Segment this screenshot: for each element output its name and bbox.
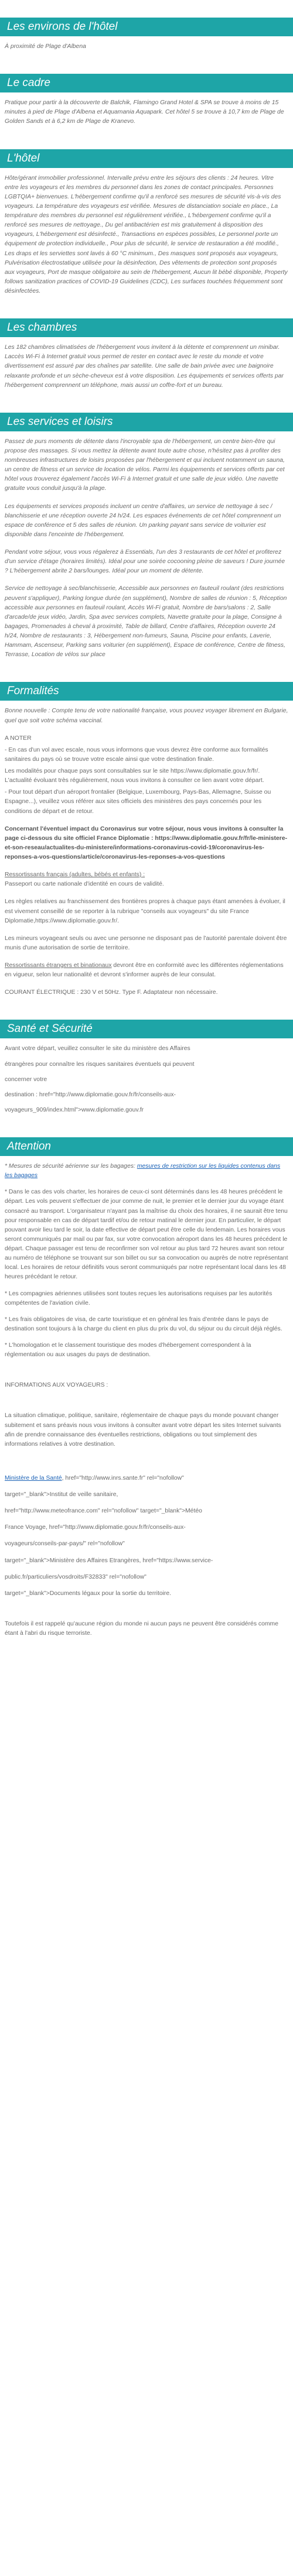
- sante-line-1: Avant votre départ, veuillez consulter le site du ministère des Affaires: [5, 1045, 190, 1052]
- info-voyageurs-heading: INFORMATIONS AUX VOYAGEURS :: [5, 1382, 108, 1389]
- links-line-5: voyageurs/conseils-par-pays/" rel="nofollow": [5, 1541, 125, 1548]
- section-environs: [0, 18, 293, 52]
- section-attention: [0, 1137, 293, 1638]
- services-paragraph-4: Service de nettoyage à sec/blanchisserie, Accessible aux personnes en fauteuil roulant (des restrictions peuvent s'appliquer), Parking longue durée (en supplément), Nombre de salles de réunion : 5, Réception accessible aux personnes en fauteuil roulant, Accès Wi-Fi gratuit, Nombre de bars/salons : 2, Salle d'arcade/de jeux vidéo, Jardin, Spa avec services complets, Navette gratuite pour la plage, Consigne à bagages, Promenades à cheval à proximité, Table de billard, Centre d'affaires, Réception ouverte 24 h/24, Nombre de restaurants : 3, Hébergement non-fumeurs, Sauna, Piscine pour enfants, Laverie, Hammam, Ascenseur, Parking sans voiturier (en supplément), Espace de conférence, Centre de fitness, Terrasse, Location de vélos sur place: [5, 585, 287, 658]
- attention-paragraph-1: * Dans le cas des vols charter, les horaires de ceux-ci sont déterminés dans les 48 heures précédent le départ. Les vols peuvent s'effectuer de jour comme de nuit, le premier et le dernier jour du voyage étant consacré au transport. L'organisateur n'ayant pas la maîtrise du choix des horaires, il ne saurait être tenu pour responsable en cas de départ tardif et/ou de retour matinal le dernier jour. En particulier, le départ pouvant avoir lieu tard le soir, la date effective de départ peut être celle du lendemain. Les horaires vous seront communiqués par mail ou par fax, sur votre convocation aéroport dans les 48 heures précédent le départ. Chaque passager est tenu de reconfirmer son vol retour au plus tard 72 heures avant son retour au numéro de téléphone se trouvant sur son billet ou sur sa convocation ou auprès de notre représentant local. Les horaires de retour définitifs vous seront communiqués par notre représentant local dans les 48 heures précédant le retour.: [5, 1189, 288, 1281]
- services-heading: Les services et loisirs: [0, 413, 293, 431]
- section-hotel: [0, 149, 293, 297]
- formalites-heading: Formalités: [0, 682, 293, 701]
- links-line-1: , href="http://www.inrs.sante.fr" rel="nofollow": [62, 1474, 184, 1481]
- sante-heading: Santé et Sécurité: [0, 1020, 293, 1038]
- sante-line-3: concerner votre: [5, 1076, 47, 1083]
- section-formalites: [0, 682, 293, 997]
- links-line-4: France Voyage, href="http://www.diplomatie.gouv.fr/fr/conseils-aux-: [5, 1524, 186, 1531]
- liquides-restriction-link[interactable]: mesures de restriction sur les liquides contenus dans les bagages: [5, 1163, 281, 1179]
- services-paragraph-1: Passez de purs moments de détente dans l'incroyable spa de l'hébergement, un centre bien-être qui propose des massages. Si vous mettez la détente avant toute autre chose, n'hésitez pas à profiter des nombreuses infrastructures de loisirs proposées par l'hébergement et qui incluent notamment un sauna, un centre de fitness et un service de location de vélos. Parmi les équipements et services offerts par cet hôtel vous trouverez également l'accès Wi-Fi à Internet gratuit et une salle de jeux vidéo. Une navette gratuite vous conduit jusqu'à la plage.: [5, 438, 285, 492]
- ressortissants-francais-label: Ressortissants français (adultes, bébés et enfants) :: [5, 872, 145, 879]
- ressortissants-etrangers-text: devront être en conformité avec les différentes réglementations en vigueur, selon leur nationalité et devront s'informer auprès de leur consulat.: [5, 962, 284, 979]
- a-noter-heading: A NOTER: [5, 735, 32, 742]
- chambres-heading: Les chambres: [0, 318, 293, 337]
- cadre-text: Pratique pour partir à la découverte de Balchik, Flamingo Grand Hotel & SPA se trouve à moins de 15 minutes à pied de Plage d'Albena et Aquamania Aquapark. Cet hôtel 5 se trouve à 10,7 km de Plage de Golden Sands et à 6,2 km de Plage de Kranevo.: [5, 100, 284, 125]
- attention-paragraph-2: * Les compagnies aériennes utilisées sont toutes reçues les autorisations requises par les autorités compétentes de l'aviation civile.: [5, 1290, 272, 1306]
- section-services: [0, 413, 293, 660]
- sante-line-5: voyageurs_909/index.html">www.diplomatie.gouv.fr: [5, 1106, 144, 1113]
- formalites-intro: Bonne nouvelle : Compte tenu de votre nationalité française, vous pouvez voyager librement en Bulgarie, quel que soit votre schéma vaccinal.: [5, 708, 288, 724]
- attention-paragraph-4: * L'homologation et le classement touristique des modes d'hébergement correspondent à la réglementation ou aux usages du pays de destination.: [5, 1342, 251, 1359]
- chambres-text: Les 182 chambres climatisées de l'hébergement vous invitent à la détente et comprennent un minibar. Laccès Wi-Fi à Internet gratuit vous permet de rester en contact avec le reste du monde et votre divertissement est assuré par des chaînes par satellite. Une salle de bain privée avec une baignoire relaxante profonde et un sèche-cheveux est à votre disposition. Les équipements et services offerts par l'hébergement comprennent un téléphone, mais aussi un coffre-fort et un bureau.: [5, 344, 284, 389]
- hotel-heading: L'hôtel: [0, 149, 293, 168]
- services-paragraph-3: Pendant votre séjour, vous vous régalerez à Essentials, l'un des 3 restaurants de cet hôtel et profiterez d'un service d'étage (horaires limités). Idéal pour une soirée cocooning pleine de saveurs ! Dure journée ? L'hébergement abrite 2 bars/lounges. Idéal pour un moment de détente.: [5, 549, 285, 575]
- ressortissants-francais-text: Passeport ou carte nationale d'identité en cours de validité.: [5, 881, 164, 888]
- regles-frontieres: Les règles relatives au franchissement des frontières propres à chaque pays étant amenées à évoluer, il est vivement conseillé de se reporter à la rubrique "conseils aux voyageurs" du site France Diplomatie,https://www.diplomatie.gouv.fr/.: [5, 898, 285, 924]
- cadre-heading: Le cadre: [0, 74, 293, 92]
- section-chambres: [0, 318, 293, 390]
- section-cadre: [0, 74, 293, 126]
- attention-paragraph-3: * Les frais obligatoires de visa, de carte touristique et en général les frais d'entrée dans le pays de destination sont toujours à la charge du client en plus du prix du vol, du séjour ou du circuit déjà réglés.: [5, 1316, 282, 1332]
- situation-text: La situation climatique, politique, sanitaire, réglementaire de chaque pays du monde pouvant changer subitement et sans préavis nous vous invitons à consulter avant votre départ les sites Internet suivants afin de prendre connaissance des éventuelles restrictions, obligations ou tout simplement des informations relatives à votre destination.: [5, 1412, 281, 1448]
- a-noter-line-3: - Pour tout départ d'un aéroport frontalier (Belgique, Luxembourg, Pays-Bas, Allemagne, Suisse ou Espagne...), veuillez vous référer aux sites officiels des ministères des pays concernés pour les conditions de départ et de retour.: [5, 789, 271, 815]
- attention-heading: Attention: [0, 1137, 293, 1156]
- ministere-sante-link[interactable]: Ministère de la Santé: [5, 1474, 62, 1481]
- sante-line-2: étrangères pour connaître les risques sanitaires éventuels qui peuvent: [5, 1061, 195, 1068]
- links-line-7: public.fr/particuliers/vosdroits/F32833" rel="nofollow": [5, 1573, 146, 1580]
- environs-heading: Les environs de l'hôtel: [0, 18, 293, 36]
- terrorisme-notice: Toutefois il est rappelé qu'aucune région du monde ni aucun pays ne peuvent être considérés comme étant à l'abri du risque terroriste.: [5, 1620, 278, 1637]
- links-line-3: href="http://www.meteofrance.com" rel="nofollow" target="_blank">Météo: [5, 1508, 202, 1515]
- services-paragraph-2: Les équipements et services proposés incluent un centre d'affaires, un service de nettoyage à sec / blanchisserie et une réception ouverte 24 h/24. Les espaces événements de cet hôtel comprennent un espace de conférence et 5 des salles de réunion. Un parking payant sans service de voiturier est disponible dans l'enceinte de l'hébergement.: [5, 503, 281, 538]
- environs-text: À proximité de Plage d'Albena: [5, 43, 86, 50]
- hotel-text: Hôte/gérant immobilier professionnel. Intervalle prévu entre les séjours des clients : 24 heures. Vitre entre les voyageurs et les membres du personnel dans les zones de contact principales. Personnes LGBTQIA+ bienvenues. L'hébergement confirme qu'il a renforcé ses mesures de sécurité vis-à-vis des voyageurs. La température des voyageurs est vérifiée. Mesures de distanciation sociale en place., La température des membres du personnel est régulièrement vérifiée., L'hébergement confirme qu'il a renforcé ses mesures de nettoyage., Du gel antibactérien est mis gratuitement à disposition des voyageurs, L'hébergement est désinfecté., Transactions en espèces possibles, Le personnel porte un équipement de protection individuelle., Pour plus de sécurité, le service de restauration a été modifié., Les draps et les serviettes sont lavés à 60 °C minimum., Des masques sont proposés aux voyageurs, Pulvérisation électrostatique utilisée pour la désinfection, Des vêtements de protection sont proposés aux voyageurs, Port de masque obligatoire au sein de l'hébergement, Aucun lit bébé disponible, Property follows sanitization practices of COVID-19 Guidelines (CDC), Les surfaces touchées fréquemment sont désinfectées.: [5, 174, 288, 294]
- mineurs-text: Les mineurs voyageant seuls ou avec une personne ne disposant pas de l'autorité parentale doivent être munis d'une autorisation de sortie de territoire.: [5, 935, 287, 951]
- coronavirus-notice: Concernant l'éventuel impact du Coronavirus sur votre séjour, nous vous invitons à consulter la page ci-dessous du site officiel France Diplomatie : https://www.diplomatie.gouv.fr/fr/le-ministere-et-son-reseau/actualites-du-ministere/informations-coronavirus-covid-19/coronavirus-les-reponses-a-vos-questions/article/coronavirus-les-reponses-a-vos-questions: [5, 825, 288, 860]
- attention-intro-prefix: * Mesures de sécurité aérienne sur les bagages:: [5, 1163, 137, 1169]
- ressortissants-etrangers-label: Ressortissants étrangers et binationaux: [5, 962, 112, 969]
- links-line-8: target="_blank">Documents légaux pour la sortie du territoire.: [5, 1590, 172, 1597]
- courant-electrique: COURANT ÉLECTRIQUE : 230 V et 50Hz. Type F. Adaptateur non nécessaire.: [5, 989, 218, 996]
- links-line-2: target="_blank">Institut de veille sanitaire,: [5, 1491, 118, 1498]
- links-line-6: target="_blank">Ministère des Affaires Etrangères, href="https://www.service-: [5, 1557, 213, 1564]
- sante-line-4: destination : href="http://www.diplomatie.gouv.fr/fr/conseils-aux-: [5, 1091, 176, 1098]
- a-noter-line-1: - En cas d'un vol avec escale, nous vous informons que vous devrez être conforme aux formalités sanitaires du pays où se trouve votre escale ainsi que votre destination finale.: [5, 746, 268, 763]
- a-noter-line-2: Les modalités pour chaque pays sont consultables sur le site https://www.diplomatie.gouv.fr/fr/. L'actualité évoluant très régulièrement, nous vous invitons à consulter ce lien avant votre départ.: [5, 768, 264, 784]
- section-sante: [0, 1020, 293, 1115]
